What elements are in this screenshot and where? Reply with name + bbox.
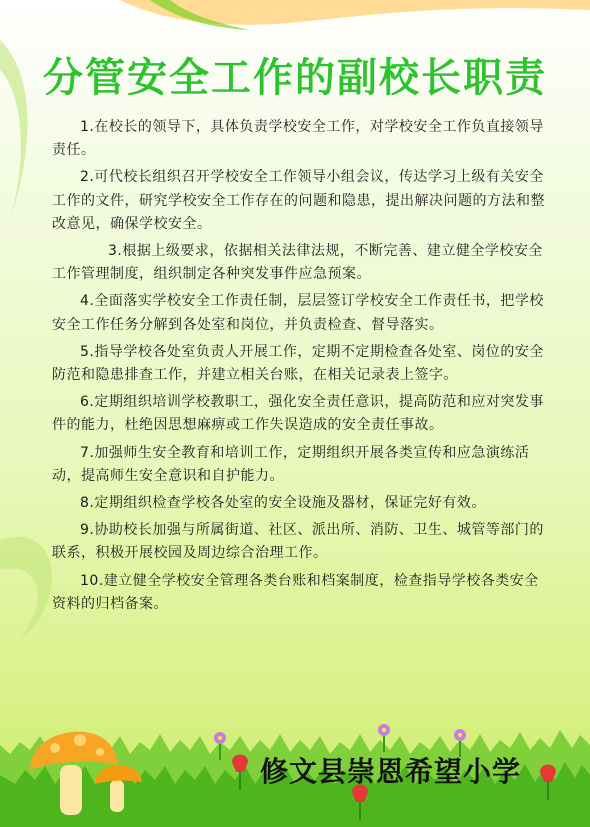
duty-item-1: 1.在校长的领导下，具体负责学校安全工作，对学校安全工作负直接领导责任。 bbox=[52, 119, 544, 159]
duty-item-4: 4.全面落实学校安全工作责任制，层层签订学校安全工作责任书，把学校安全工作任务分解到各处室和岗位，并负责检查、督导落实。 bbox=[52, 293, 544, 333]
duty-item-7: 7.加强师生安全教育和培训工作，定期组织开展各类宣传和应急演练活动，提高师生安全意识和自护能力。 bbox=[52, 444, 530, 484]
duty-item-10: 10.建立健全学校安全管理各类台账和档案制度，检查指导学校各类安全资料的归档备案。 bbox=[52, 572, 539, 612]
duty-item-9: 9.协助校长加强与所属街道、社区、派出所、消防、卫生、城管等部门的联系，积极开展校园及周边综合治理工作。 bbox=[52, 522, 544, 562]
duty-item-8: 8.定期组织检查学校各处室的安全设施及器材，保证完好有效。 bbox=[80, 495, 486, 512]
duty-item-3: 3.根据上级要求，依据相关法律法规，不断完善、建立健全学校安全工作管理制度，组织制定各种突发事件应急预案。 bbox=[52, 243, 543, 283]
duty-item-2: 2.可代校长组织召开学校安全工作领导小组会议，传达学习上级有关安全工作的文件，研究学校安全工作存在的问题和隐患，提出解决问题的方法和整改意见，确保学校安全。 bbox=[52, 169, 545, 232]
left-leaf-curl bbox=[0, 537, 52, 640]
duty-item-5: 5.指导学校各处室负责人开展工作，定期不定期检查各处室、岗位的安全防范和隐患排查工作，并建立相关台账，在相关记录表上签字。 bbox=[52, 343, 544, 384]
poster-title: 分管安全工作的副校长职责 bbox=[43, 55, 547, 101]
school-name: 修文县崇恩希望小学 bbox=[260, 755, 522, 788]
duties-list bbox=[52, 116, 552, 616]
duty-item-6: 6.定期组织培训学校教职工，强化安全责任意识，提高防范和应对突发事件的能力，杜绝因思想麻痹或工作失误造成的安全责任事故。 bbox=[52, 394, 544, 434]
